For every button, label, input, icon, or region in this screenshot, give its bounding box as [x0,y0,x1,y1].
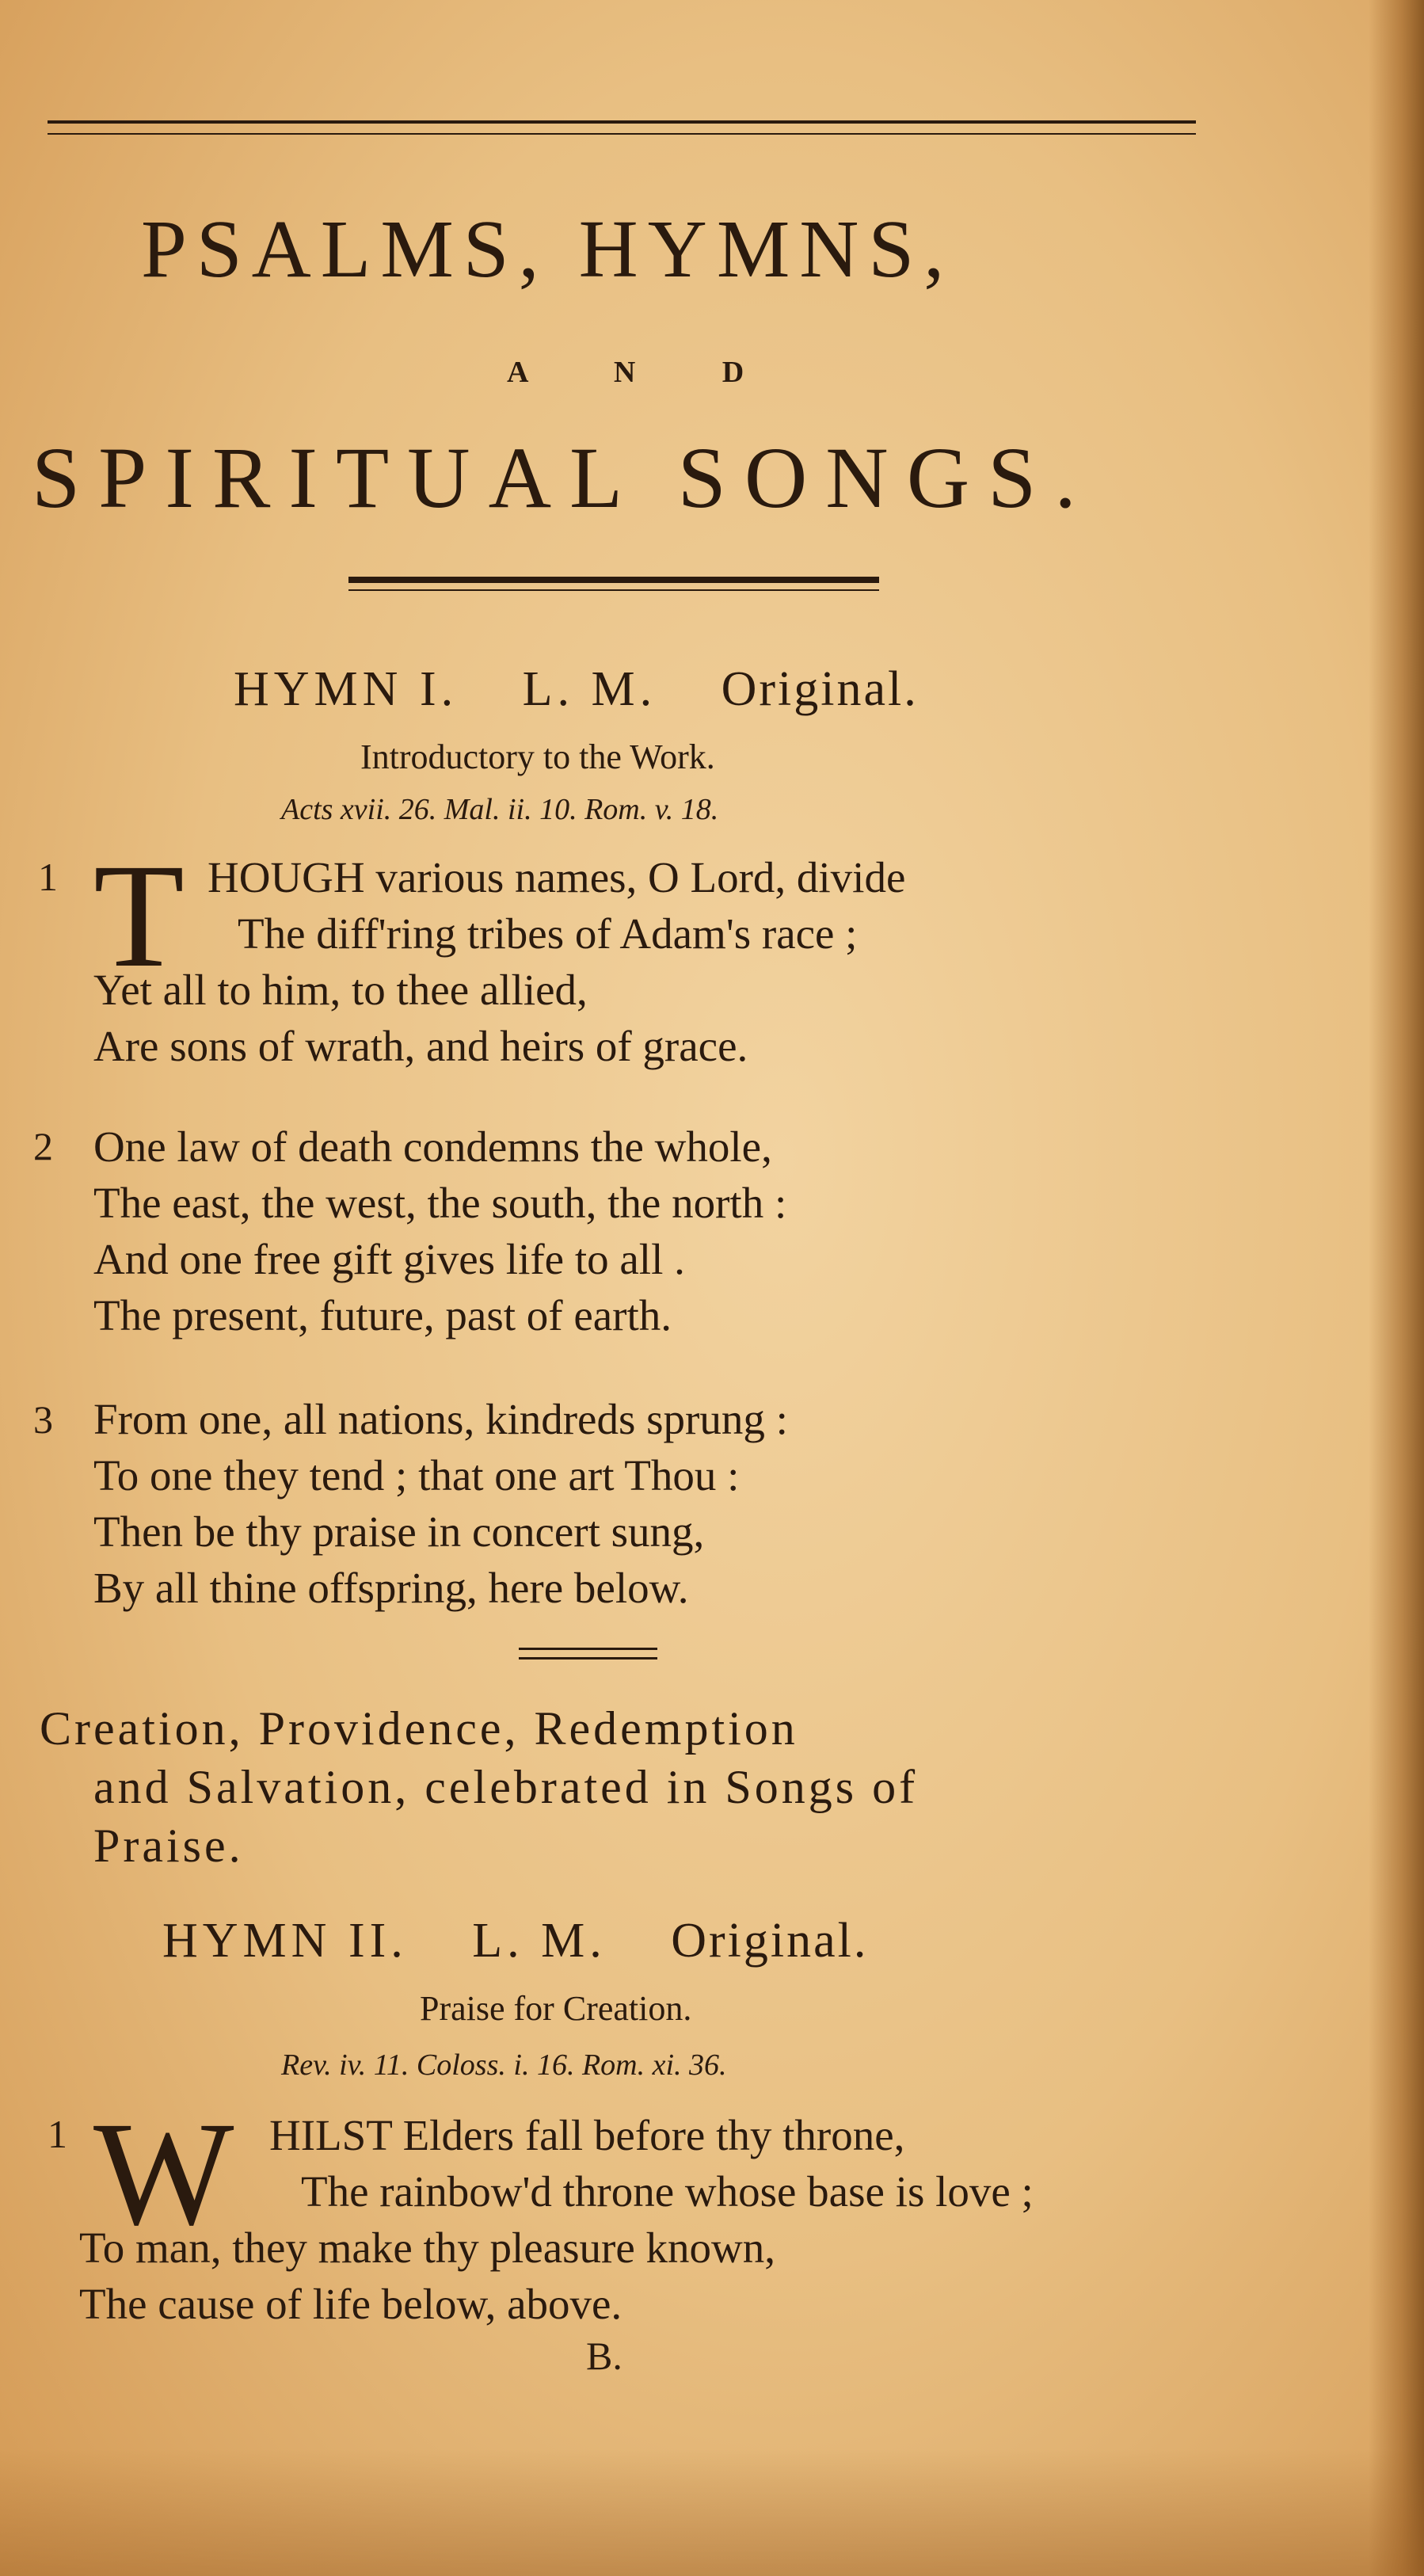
hymn2-stanza1-line4: The cause of life below, above. [79,2280,623,2328]
catchword: B. [586,2334,623,2378]
hymn1-stanza1-line1: HOUGH various names, O Lord, divide [208,853,906,901]
hymn2-origin: Original. [671,1914,869,1968]
hymn2-stanza1-line1: HILST Elders fall before thy throne, [269,2111,905,2159]
section-rule-top [519,1648,657,1650]
hymn1-stanza3-line3: Then be thy praise in concert sung, [93,1507,705,1556]
hymn2-reference: Rev. iv. 11. Coloss. i. 16. Rom. xi. 36. [281,2048,727,2082]
hymn2-heading: HYMN II. [162,1914,408,1968]
hymn1-stanza3-line1: From one, all nations, kindreds sprung : [93,1395,788,1443]
hymn1-stanza1-line3: Yet all to him, to thee allied, [93,966,588,1014]
page-bottom-shading [0,2449,1424,2576]
title-rule-thin [348,589,879,591]
section-rule-bottom [519,1657,657,1660]
hymn1-origin: Original. [721,662,919,716]
hymn1-stanza3-number: 3 [33,1397,53,1442]
hymn2-dropcap: W [93,2090,234,2256]
top-rule-thick [48,120,1196,124]
hymn2-meter: L. M. [472,1914,607,1968]
top-rule-thin [48,133,1196,135]
hymn1-reference: Acts xvii. 26. Mal. ii. 10. Rom. v. 18. [281,793,719,826]
title-line-1: PSALMS, HYMNS, [141,204,954,295]
hymn1-heading: HYMN I. [234,662,459,716]
hymn1-subtitle: Introductory to the Work. [360,737,715,776]
hymn1-stanza3-line2: To one they tend ; that one art Thou : [93,1451,740,1499]
hymn1-stanza1-number: 1 [38,855,58,899]
hymn2-stanza1-number: 1 [48,2112,67,2156]
hymn1-stanza2-line1: One law of death condemns the whole, [93,1122,772,1171]
section-line-2: and Salvation, celebrated in Songs of [93,1761,919,1813]
section-line-1: Creation, Providence, Redemption [40,1702,798,1755]
title-rule-thick [348,577,879,583]
title-line-2: SPIRITUAL SONGS. [32,429,1095,526]
page-edge-shading [1369,0,1424,2576]
hymn2-stanza1-line2: The rainbow'd throne whose base is love ; [301,2167,1034,2216]
hymn2-stanza1-line3: To man, they make thy pleasure known, [79,2224,775,2272]
hymn1-stanza2-number: 2 [33,1124,53,1168]
hymn1-stanza3-line4: By all thine offspring, here below. [93,1564,689,1612]
hymn1-stanza1-line2: The diff'ring tribes of Adam's race ; [238,909,858,958]
hymn2-heading-row [162,1913,868,1969]
hymn1-dropcap: T [93,833,185,998]
section-line-3: Praise. [93,1820,244,1872]
hymn1-stanza2-line3: And one free gift gives life to all . [93,1235,685,1283]
title-conjunction: A N D [507,356,784,389]
hymn1-stanza1-line4: Are sons of wrath, and heirs of grace. [93,1022,748,1070]
hymn2-subtitle: Praise for Creation. [420,1989,692,2028]
hymn1-stanza2-line4: The present, future, past of earth. [93,1291,672,1339]
hymn1-meter: L. M. [522,662,657,716]
hymn1-stanza2-line2: The east, the west, the south, the north : [93,1179,787,1227]
hymn1-heading-row [234,661,919,718]
